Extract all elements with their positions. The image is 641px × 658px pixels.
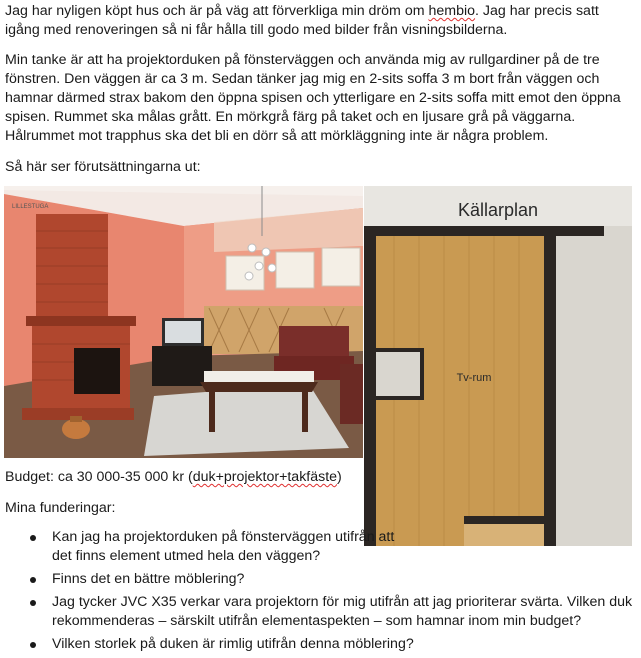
bullet-icon [30,642,36,648]
question-text: Vilken storlek på duken är rimlig utifrån denna möblering? [52,636,414,652]
floor-plan-image [364,186,632,546]
list-item [0,593,641,631]
photo-watermark: LILLESTUGA [12,204,49,210]
bullet-icon [30,600,36,606]
living-room-photo [4,186,363,458]
question-text: Kan jag ha projektorduken på fönsterväggen utifrån att det finns element utmed hela den väggen? [52,529,395,564]
budget-text-c: ) [337,469,342,485]
budget-line [5,468,365,487]
floor-plan-title: Källarplan [457,200,539,220]
conditions-paragraph: Så här ser förutsättningarna ut: [5,159,201,175]
question-text: Jag tycker JVC X35 verkar vara projektorn för mig utifrån att jag prioriterar svärta. Vilken duk rekommenderas – särskilt utifrån elementaspekten – som hamnar inom min budget? [52,594,633,629]
hembio-word: hembio [428,3,476,19]
list-item [0,570,641,589]
question-text: Finns det en bättre möblering? [52,571,245,587]
budget-items: duk+projektor+takfäste [192,469,338,485]
bullet-icon [30,577,36,583]
intro-text-a: Jag har nyligen köpt hus och är på väg att förverkliga min dröm om [5,3,429,19]
intro-paragraph [5,2,635,40]
thoughts-heading: Mina funderingar: [5,500,116,516]
budget-text-a: Budget: ca 30 000-35 000 kr ( [5,469,193,485]
plan-paragraph: Min tanke är att ha projektorduken på fönsterväggen och använda mig av rullgardiner på de tre fönstren. Den väggen är ca 3 m. Sedan tänker jag mig en 2-sits soffa 3 m bort från väggen och hamnar därmed strax bakom den öppna spisen och ytterligare en 2-sits soffa mitt emot den öppna spisen. Rummet ska målas grått. En mörkgrå färg på taket och en ljusare grå på väggarna. Hålrummet mot trapphus ska det bli en dörr så att mörkläggning inte är några problem. [5,52,621,144]
list-item [0,528,412,566]
list-item [0,635,641,654]
intro-text-b: . Jag har precis satt igång med renoveringen så ni får hålla till godo med bilder från visningsbilderna. [5,3,599,38]
room-label: Tv-rum [456,372,492,384]
bullet-icon [30,535,36,541]
question-list [0,528,641,658]
